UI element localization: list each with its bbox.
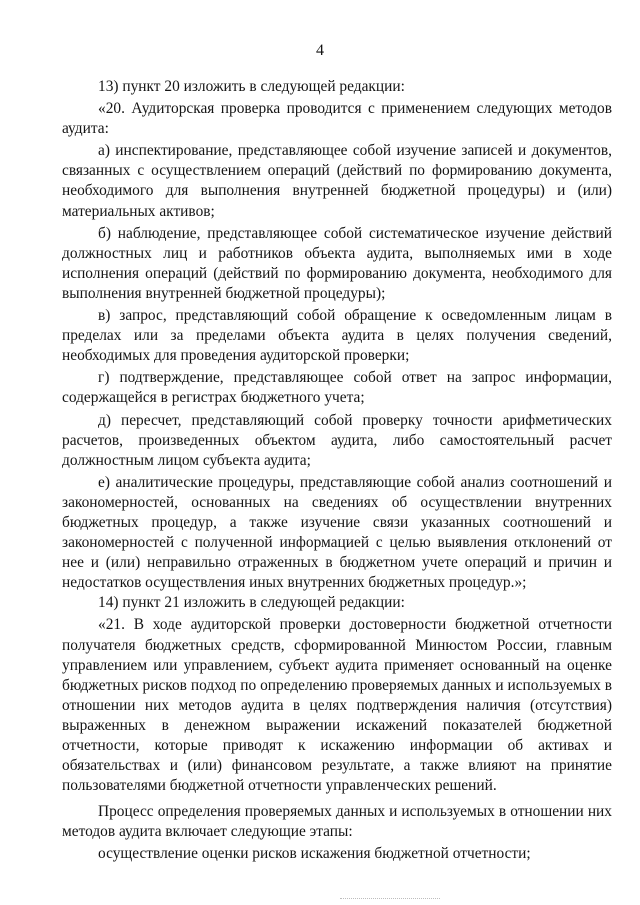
paragraph-method-b: б) наблюдение, представляющее собой систематическое изучение действий должностных лиц и работников объекта аудита, выполняемых ими в ходе исполнения операций (действий по формированию документа, необходимого для выполнения внутренней бюджетной процедуры); — [62, 224, 612, 302]
paragraph-amendment-14: 14) пункт 21 изложить в следующей редакции: — [98, 594, 405, 612]
paragraph-clause-20-intro: «20. Аудиторская проверка проводится с применением следующих методов аудита: — [62, 100, 612, 138]
paragraph-method-d: д) пересчет, представляющий собой проверку точности арифметических расчетов, произведенных объектом аудита, либо самостоятельный расчет должностным лицом субъекта аудита; — [62, 411, 612, 469]
page-number: 4 — [316, 42, 324, 59]
paragraph-amendment-13: 13) пункт 20 изложить в следующей редакции: — [98, 78, 405, 95]
paragraph-method-v: в) запрос, представляющий собой обращение к осведомленным лицам в пределах или за пределами объекта аудита в целях получения сведений, необходимых для проведения аудиторской проверки; — [62, 307, 612, 365]
document-body — [62, 77, 612, 865]
paragraph-method-e: е) аналитические процедуры, представляющие собой анализ соотношений и закономерностей, основанных на сведениях об осуществлении внутренних бюджетных процедур, а также изучение связи указанных соотношений и закономерностей с полученной информацией с целью выявления отклонений от нее и (или) неправильно отраженных в бюджетном учете операций и причин и недостатков осуществления иных внутренних бюджетных процедур.»; — [62, 473, 612, 592]
paragraph-process-stages: Процесс определения проверяемых данных и используемых в отношении них методов аудита включает следующие этапы: — [62, 803, 612, 841]
scan-artifact — [340, 898, 440, 901]
paragraph-method-g: г) подтверждение, представляющее собой ответ на запрос информации, содержащейся в регистрах бюджетного учета; — [62, 369, 612, 407]
paragraph-stage-risk-assessment: осуществление оценки рисков искажения бюджетной отчетности; — [98, 845, 531, 863]
paragraph-clause-21: «21. В ходе аудиторской проверки достоверности бюджетной отчетности получателя бюджетных средств, сформированной Минюстом России, главным управлением или управлением, субъект аудита применяет основанный на оценке бюджетных рисков подход по определению проверяемых данных и используемых в отношении них методов аудита в целях подтверждения наличия (отсутствия) выраженных в денежном выражении искажений показателей бюджетной отчетности, которые приводят к искажению информации об активах и обязательствах и (или) финансовом результате, а также влияют на принятие пользователями бюджетной отчетности управленческих решений. — [62, 616, 612, 795]
paragraph-method-a: а) инспектирование, представляющее собой изучение записей и документов, связанных с осуществлением операций (действий по формированию документа, необходимого для выполнения внутренней бюджетной процедуры) и (или) материальных активов; — [62, 142, 612, 220]
